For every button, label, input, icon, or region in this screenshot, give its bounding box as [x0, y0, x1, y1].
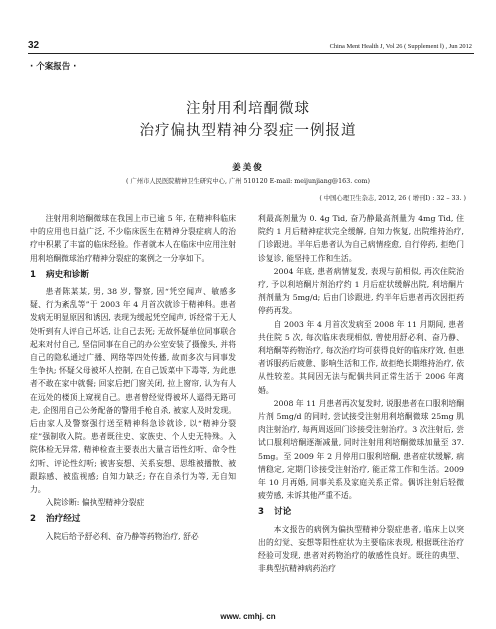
history-paragraph: 患者陈某某, 男, 38 岁, 警察, 因“凭空闻声、敏感多疑、行为紊乱等”于 2003 年 4 月首次就诊于精神科。患者发病无明显原因和诱因, 表现为缓起凭空闻声, 诉经常于无人处听到有人评自己坏话, 让自己去死; 无故怀疑单位同事联合起来对付自己, 坚信同事在自己的办公室安装了摄像头, 并将自己的隐私通过广播、网络等四处传播, 故而多次与同事发生争执; 怀疑父母被坏人控制, 在自己饭菜中下毒等, 为此患者不敢在家中就餐; 回家后把门窗关闭, 拉上窗帘, 认为有人在远处的楼顶上窥视自己。患者曾经觉得被坏人逼得无路可走, 企图用自己公务配备的警用手枪自杀, 被家人及时发现。后由家人及警察强行送至精神科急诊就诊, 以“精神分裂症”强制收入院。患者既往史、家族史、个人史无特殊。入院体检无异常, 精神检查主要表出大量言语性幻听、命令性幻听、评论性幻听; 被害妄想、关系妄想、思维被播散、被跟踪感、被监视感; 自知力缺乏; 存在自杀行为等, 无自知力。 — [30, 287, 236, 495]
section-heading-treatment — [30, 513, 236, 526]
treatment-paragraph: 入院后给予舒必利、奋乃静等药物治疗, 舒必 — [45, 531, 199, 541]
section-number: 2 — [30, 514, 36, 525]
hospitalizations-paragraph: 自 2003 年 4 月首次发病至 2008 年 11 月期间, 患者共住院 5 次, 每次临床表现相似, 曾使用舒必利、奋乃静、利培酮等药物治疗, 每次治疗均可获得良好的临床疗效, 但患者诉服药后疲惫、影响生活和工作, 故拒绝长期维持治疗, 依从性较差。其间因无法与配偶共同正常生活于 2006 年离婚。 — [258, 319, 464, 395]
treatment-continued-paragraph: 利最高剂量为 0. 4g Tid, 奋乃静最高剂量为 4mg Tid, 住院约 1 月后精神症状完全缓解, 自知力恢复, 出院维持治疗, 门诊跟进。半年后患者认为自己病情痊愈, 自行停药, 拒绝门诊复诊, 能坚持工作和生活。 — [258, 214, 464, 263]
relapse-2004-paragraph: 2004 年底, 患者病情复发, 表现与前相似, 再次住院治疗, 予以利培酮片剂治疗约 1 月后症状缓解出院, 利培酮片剂剂量为 5mg/d; 后由门诊跟进, 约半年后患者再次因拒药停药再发。 — [258, 266, 464, 316]
left-column — [30, 212, 236, 543]
journal-header: China Ment Health J, Vol 26 ( Supplement Ⅰ) , Jun 2012 — [329, 43, 472, 50]
page-number: 32 — [28, 40, 40, 51]
section-title: 讨论 — [274, 507, 292, 518]
section-number: 1 — [30, 269, 36, 280]
right-column — [258, 212, 464, 575]
discussion-paragraph: 本文报告的病例为偏执型精神分裂症患者, 临床上以突出的幻觉、妄想等阳性症状为主要临床表现, 根据既往治疗经验可发现, 患者对药物治疗的敏感性良好。既往的典型、非典型抗精神病药治疗 — [258, 524, 464, 574]
section-tag: · 个案报告 · — [30, 62, 77, 72]
header-rule — [28, 53, 474, 54]
section-title: 病史和诊断 — [46, 269, 89, 280]
section-number: 3 — [258, 507, 264, 518]
section-heading-discussion — [258, 506, 464, 519]
injection-treatment-paragraph: 2008 年 11 月患者再次复发时, 说服患者在口服利培酮片剂 5mg/d 的同时, 尝试接受注射用利培酮微球 25mg 肌肉注射治疗, 每两周返回门诊接受注射治疗。3 次注射后, 尝试口服利培酮逐渐减量, 同时注射用利培酮微球加量至 37. 5mg。至 2009 年 2 月停用口服利培酮, 患者症状缓解, 病情稳定, 定期门诊接受注射治疗, 能正常工作和生活。2009 年 10 月再婚, 同事关系及家庭关系正常。偶诉注射后轻微疲劳感, 未诉其他严重不适。 — [258, 398, 464, 501]
author: 姜美俊 — [232, 163, 264, 173]
title-line-2: 治疗偏执型精神分裂症一例报道 — [139, 123, 357, 139]
affiliation: ( 广州市人民医院精神卫生研究中心, 广州 510120 E-mail: meijunjiang@163. com) — [126, 178, 370, 185]
footer-url: www. cmhj. cn — [220, 612, 276, 621]
diagnosis-paragraph: 入院诊断: 偏执型精神分裂症 — [45, 498, 145, 508]
title-line-1: 注射用利培酮微球 — [186, 101, 310, 117]
section-title: 治疗经过 — [46, 514, 81, 525]
intro-paragraph: 注射用利培酮微球在我国上市已逾 5 年, 在精神科临床中的应用也日益广泛, 不少临床医生在精神分裂症病人的治疗中积累了丰富的临床经验。作者就本人在临床中应用注射用利培酮微球治疗精神分裂症的案例之一分享如下。 — [30, 214, 236, 263]
section-heading-history — [30, 269, 236, 282]
citation: ( 中国心理卫生杂志, 2012, 26 ( 增刊Ⅰ) : 32 – 33. ) — [319, 195, 466, 202]
